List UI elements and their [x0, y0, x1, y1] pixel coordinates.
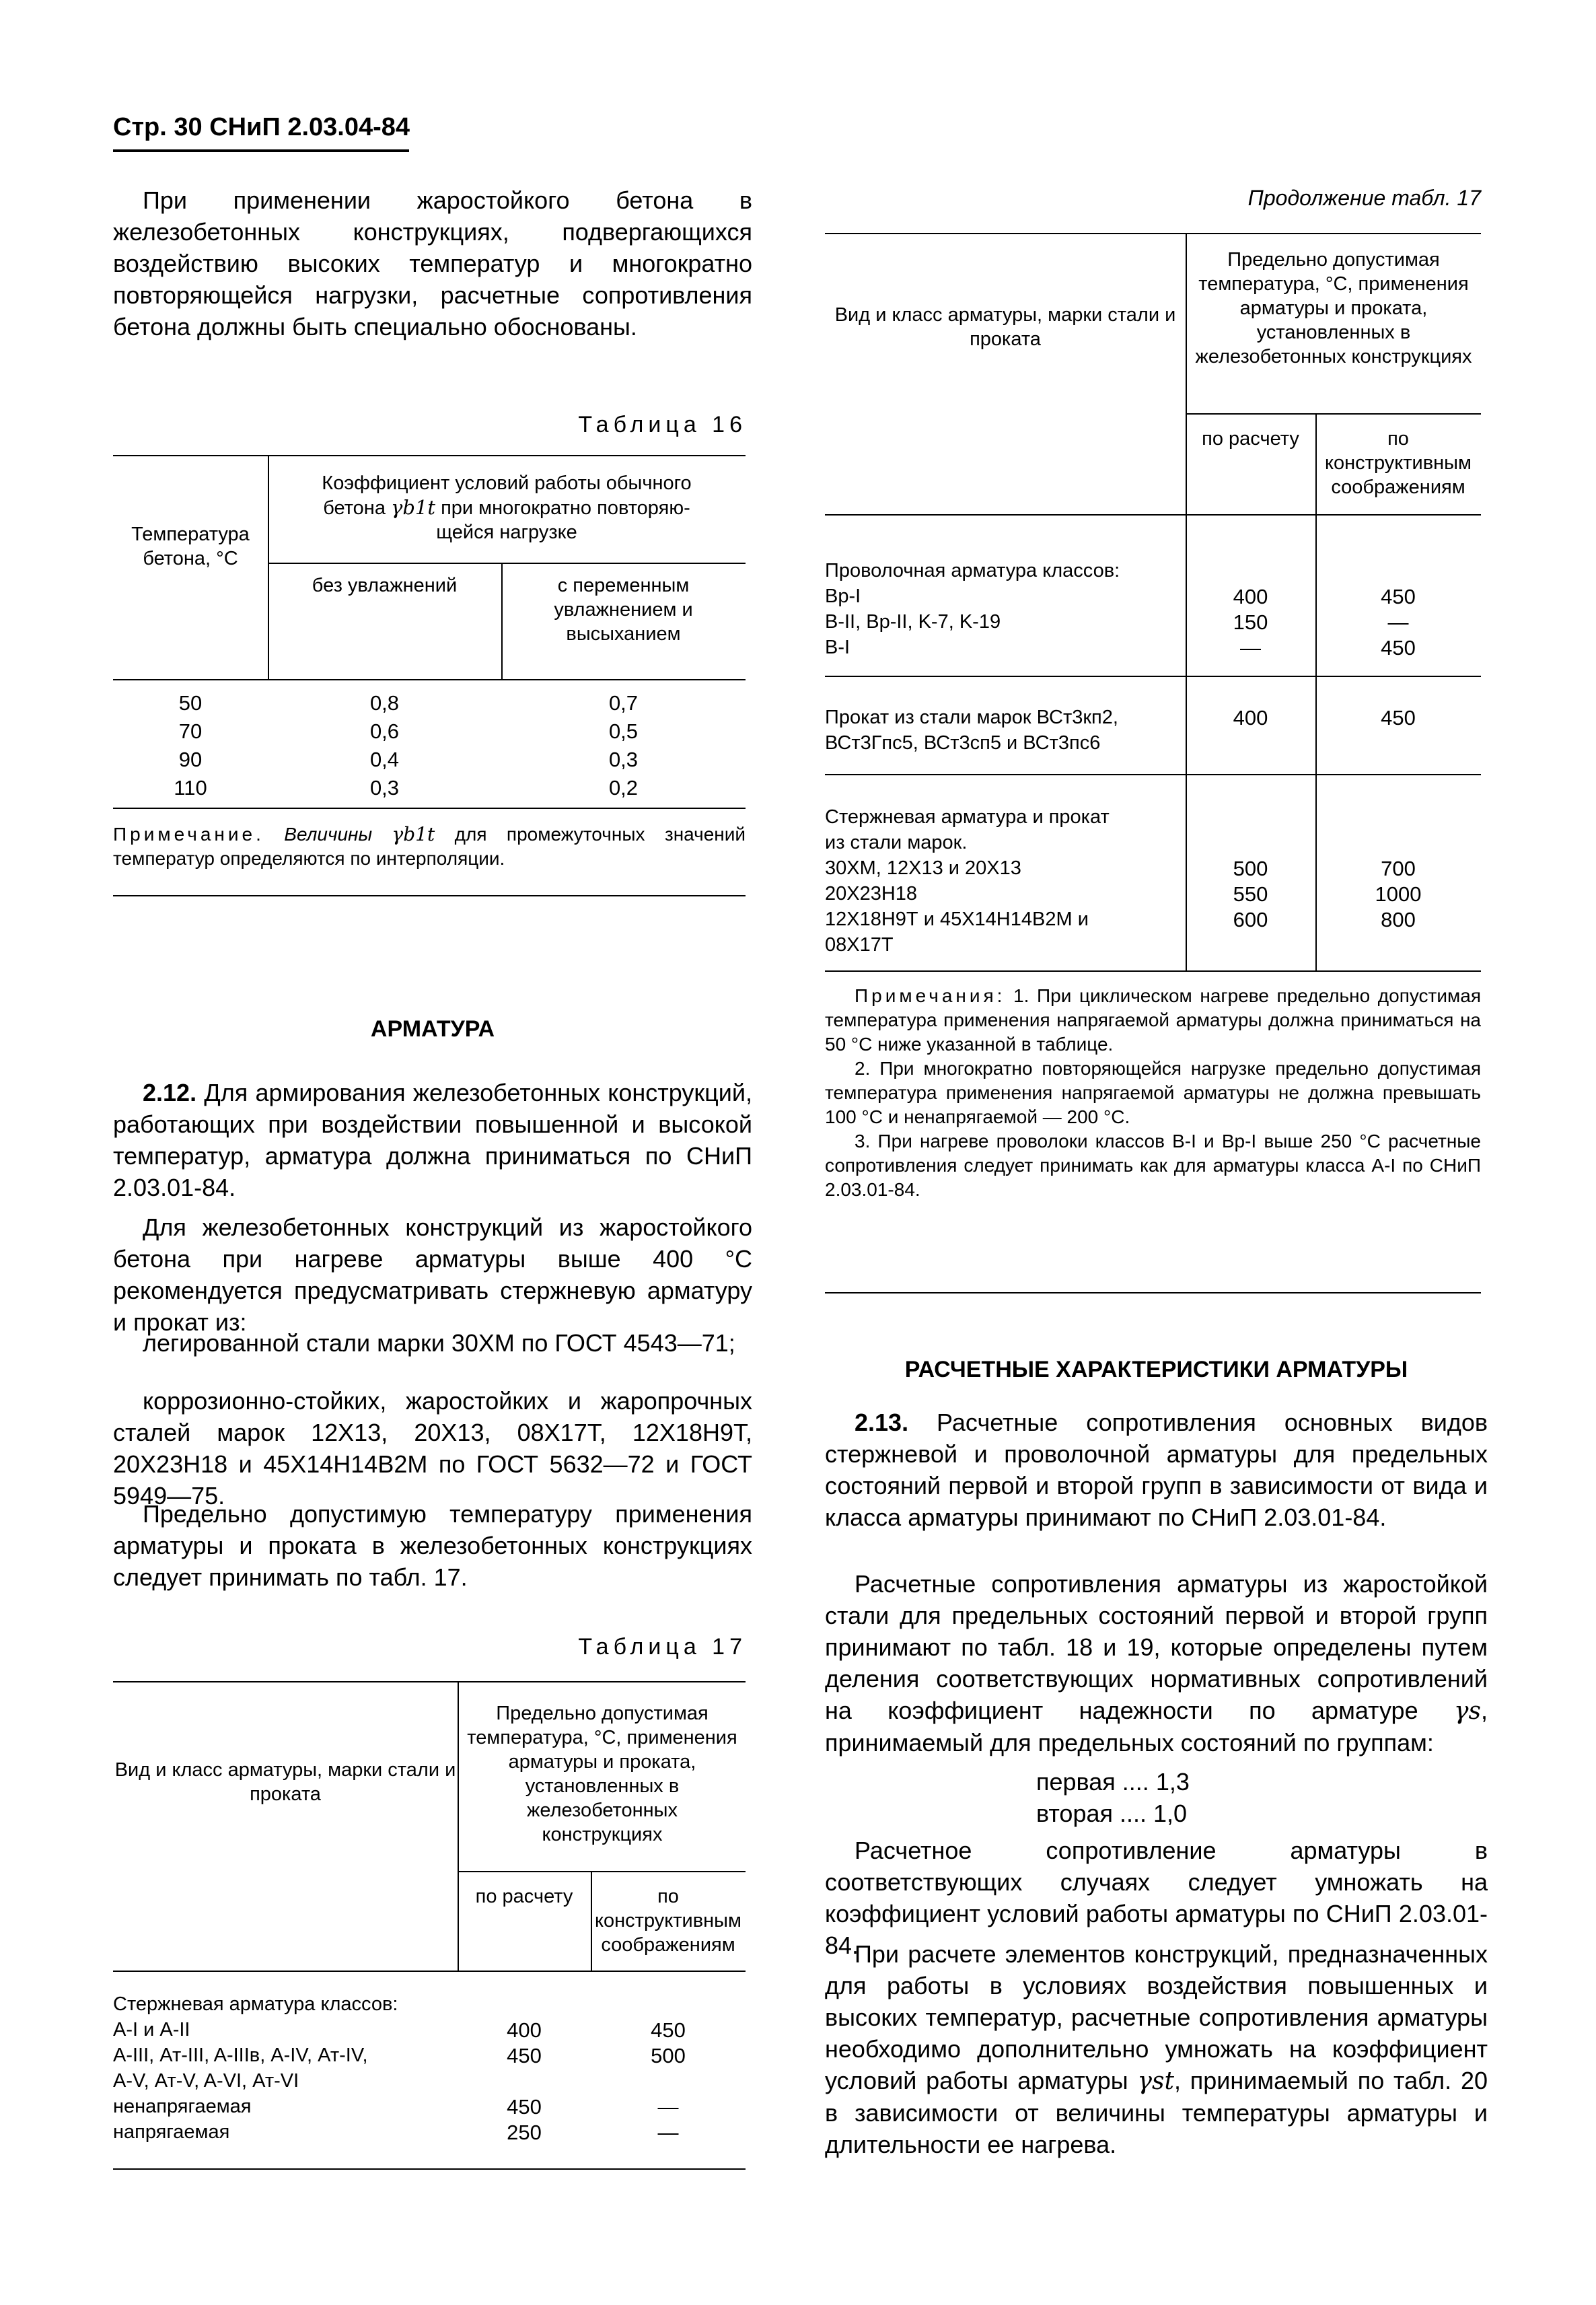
table16-mid-rule [268, 563, 746, 564]
table16-top-rule [113, 455, 746, 456]
table17-cell-a: 250 [507, 2121, 542, 2144]
paragraph-2-13b [825, 1568, 1488, 1759]
table16-cell-b: 0,3 [608, 748, 639, 771]
table17-continuation-caption: Продолжение табл. 17 [1247, 186, 1481, 210]
paragraph-2-13c: Расчетное сопротивление арматуры в соответствующих случаях следует умножать на коэффициент условий работы арматуры по СНиП 2.03.01-84. [825, 1837, 1488, 1959]
table16-sub1: без увлажнений [312, 575, 458, 596]
table17c-col1-header: Вид и класс арматуры, марки стали и проката [834, 304, 1176, 350]
table17-row-label: A-V, Ат-V, A-VI, Ат-VI [113, 2070, 299, 2092]
table16-note-post: для промежуточных значений температур определяются по интерполяции. [113, 824, 746, 869]
left-section-rule [113, 895, 746, 896]
paragraph-2-12c: легированной стали марки 30ХМ по ГОСТ 4543—71; [143, 1329, 735, 1357]
table17c-row-label: Вр-I [825, 586, 861, 607]
table17c-mid-rule [1186, 413, 1481, 415]
table17c-row-label: B-II, Вр-II, K-7, K-19 [825, 611, 1001, 633]
table16-cell-a: 0,3 [369, 776, 400, 800]
table16-sub2: с переменным увлажнением и высыханием [554, 575, 693, 645]
table17-cell-a: 450 [507, 2044, 542, 2067]
table17c-cell-b: 450 [1381, 636, 1416, 660]
table17-header-rule [113, 1971, 746, 1972]
table16-caption: Таблица 16 [578, 412, 747, 437]
table16-cell-a: 0,6 [369, 719, 400, 743]
paragraph-2-13d-pre: При расчете элементов конструкций, предназначенных для работы в условиях воздействия повышенных и высоких температур, расчетные сопротивления арматуры необходимо дополнительно умножать на коэффициент условий работы арматуры [825, 1940, 1488, 2094]
table16-cell-temp: 110 [174, 776, 207, 800]
intro-paragraph: При применении жаростойкого бетона в железобетонных конструкциях, подвергающихся воздействию высоких температур и многократно повторяющейся нагрузки, расчетные сопротивления бетона должны быть специально обоснованы. [113, 186, 752, 341]
paragraph-2-13 [825, 1407, 1488, 1533]
paragraph-2-13-number: 2.13. [855, 1409, 909, 1436]
table16-col1-header: Температура бетона, °С [131, 524, 250, 569]
table17-cell-b: 500 [651, 2044, 686, 2067]
table17-bottom-rule [113, 2168, 746, 2170]
paragraph-2-12-text: Для армирования железобетонных конструкций, работающих при воздействии повышенной и высокой температур, арматура должна приниматься по СНиП 2.03.01-84. [113, 1079, 752, 1201]
table16-group-header-line2 [268, 495, 746, 520]
table17-cell-a: 450 [507, 2095, 542, 2119]
table17c-row-label: 08Х17Т [825, 934, 894, 956]
table17-row-label: напрягаемая [113, 2121, 230, 2143]
paragraph-2-12 [113, 1077, 752, 1203]
table16-cell-temp: 50 [178, 691, 203, 715]
table17c-bottom-rule [825, 970, 1481, 972]
paragraph-2-13d [825, 1938, 1488, 2160]
table16-cell-b: 0,7 [608, 691, 639, 715]
table17c-cell-a: 600 [1233, 908, 1268, 931]
table16-note-symbol: γb1t [392, 823, 435, 845]
table17-col1-header: Вид и класс арматуры, марки стали и проката [114, 1759, 456, 1805]
table17-sub1: по расчету [475, 1886, 573, 1907]
table17c-sub1: по расчету [1202, 428, 1299, 450]
table16-group-header-line1: Коэффициент условий работы обычного [322, 472, 692, 494]
gamma-s-symbol: γs [1453, 1697, 1481, 1725]
table17c-cell-a: 150 [1233, 610, 1268, 634]
table17c-row-label: 30ХМ, 12Х13 и 20Х13 [825, 857, 1021, 879]
paragraph-2-12b: Для железобетонных конструкций из жаростойкого бетона при нагреве арматуры выше 400 °С рекомендуется предусматривать стержневую арматуру и прокат из: [113, 1213, 752, 1336]
table16-cell-a: 0,4 [369, 748, 400, 771]
table17-cell-b: — [657, 2121, 679, 2144]
table17c-cell-b: 700 [1381, 857, 1416, 880]
table17-caption: Таблица 17 [578, 1634, 747, 1660]
group-second-label: вторая .... [1036, 1800, 1147, 1827]
table17-group-header: Предельно допустимая температура, °С, применения арматуры и проката, установленных в железобетонных конструкциях [467, 1703, 737, 1845]
table16-cell-temp: 70 [178, 719, 203, 743]
paragraph-2-12e: Предельно допустимую температуру применения арматуры и проката в железобетонных конструкциях следует принимать по табл. 17. [113, 1500, 752, 1591]
table17c-body-vline2 [1315, 514, 1317, 970]
table16-header-word: бетона [323, 497, 386, 519]
note-2: 2. При многократно повторяющейся нагрузке предельно допустимая температура применения напрягаемой арматуры не должна превышать 100 °С и ненапрягаемой — 200 °С. [825, 1058, 1481, 1127]
table16-bottom-rule [113, 808, 746, 809]
table17-row-label: Стержневая арматура классов: [113, 1993, 398, 2015]
table17c-cell-b: 800 [1381, 908, 1416, 931]
table17c-cell-b: 450 [1381, 706, 1416, 730]
table17c-cell-a: — [1240, 636, 1261, 660]
group-second-value: 1,0 [1153, 1800, 1188, 1827]
header-rule [113, 149, 409, 152]
table16-note [113, 822, 746, 871]
table17c-top-rule [825, 233, 1481, 234]
paragraph-2-13-text: Расчетные сопротивления основных видов стержневой и проволочной арматуры для предельных состояний первой и второй групп в зависимости от вида и класса арматуры принимают по СНиП 2.03.01-84. [825, 1409, 1488, 1531]
table17-sub2: по конструктивным соображениям [595, 1886, 741, 1956]
table17c-row-label: ВСт3Гпс5, ВСт3сп5 и ВСт3пс6 [825, 732, 1101, 754]
table17c-sub2: по конструктивным соображениям [1325, 428, 1472, 498]
table17c-group-header: Предельно допустимая температура, °С, применения арматуры и проката, установленных в железобетонных конструкциях [1195, 249, 1472, 367]
table16-cell-b: 0,2 [608, 776, 639, 800]
group-first-value: 1,3 [1155, 1768, 1190, 1796]
table17c-row-label: Проволочная арматура классов: [825, 560, 1120, 581]
table17c-vline [1186, 233, 1187, 514]
table16-header-rule [113, 679, 746, 680]
table16-group-header-line3: щейся нагрузке [436, 522, 577, 543]
table17-row-label: A-I и A-II [113, 2019, 190, 2041]
table17c-row-label: 20Х23Н18 [825, 883, 918, 905]
table17-cell-a: 400 [507, 2018, 542, 2042]
note-3: 3. При нагреве проволоки классов В-I и Вр-I выше 250 °С расчетные сопротивления следует принимать как для арматуры класса А-I по СНиП 2.03.01-84. [825, 1131, 1481, 1200]
table17-top-rule [113, 1681, 746, 1682]
group-second-row [1036, 1798, 1305, 1829]
section-heading-raschetnye: РАСЧЕТНЫЕ ХАРАКТЕРИСТИКИ АРМАТУРЫ [904, 1357, 1408, 1382]
table16-cell-b: 0,5 [608, 719, 639, 743]
right-section-rule [825, 1292, 1481, 1293]
table17c-cell-a: 550 [1233, 882, 1268, 906]
table17c-cell-b: 1000 [1375, 882, 1422, 906]
table17c-cell-a: 400 [1233, 585, 1268, 608]
paragraph-2-12d: коррозионно-стойких, жаростойких и жаропрочных сталей марок 12Х13, 20Х13, 08Х17Т, 12Х18Н9Т, 20Х23Н18 и 45Х14Н14В2М по ГОСТ 5632—72 и ГОСТ 5949—75. [113, 1387, 752, 1510]
table17c-cell-a: 500 [1233, 857, 1268, 880]
page-header: Стр. 30 СНиП 2.03.04-84 [113, 113, 410, 141]
table16-cell-a: 0,8 [369, 691, 400, 715]
note-1 [825, 984, 1481, 1057]
table17c-row-label: 12Х18Н9Т и 45Х14Н14В2М и [825, 909, 1089, 930]
table17-mid-rule [458, 1871, 746, 1872]
notes-label: Примечания: [855, 985, 1006, 1006]
table16-note-pre: Величины [284, 824, 373, 845]
group-first-label: первая .... [1036, 1768, 1149, 1796]
table17c-group-rule1 [825, 676, 1481, 677]
table17-vline [458, 1681, 459, 1971]
table17c-body-vline [1186, 514, 1187, 970]
table17-row-label: A-III, Ат-III, A-IIIв, A-IV, Ат-IV, [113, 2045, 368, 2066]
table16-note-label: Примечание. [113, 824, 264, 845]
table17c-row-label: Стержневая арматура и прокат [825, 806, 1110, 828]
table17-cell-b: 450 [651, 2018, 686, 2042]
table16-group-header [268, 471, 746, 544]
table16-symbol: γb1t [391, 496, 436, 519]
group-first-row [1036, 1766, 1305, 1798]
paragraph-2-13b-post: , принимаемый для предельных состояний по группам: [825, 1697, 1488, 1757]
table17c-cell-b: 450 [1381, 585, 1416, 608]
paragraph-2-13d-post: , принимаемый по табл. 20 в зависимости от величины температуры арматуры и длительности ее нагрева. [825, 2067, 1488, 2158]
gamma-st-symbol: γst [1137, 2067, 1174, 2095]
paragraph-2-13b-pre: Расчетные сопротивления арматуры из жаростойкой стали для предельных состояний первой и второй групп принимают по табл. 18 и 19, которые определены путем деления соответствующих нормативных сопротивлений на коэффициент надежности по арматуре [825, 1570, 1488, 1724]
note-1-text: 1. При циклическом нагреве предельно допустимая температура применения напрягаемой арматуры должна приниматься на 50 °С ниже указанной в таблице. [825, 985, 1481, 1055]
table17c-cell-a: 400 [1233, 706, 1268, 730]
paragraph-2-12-number: 2.12. [143, 1079, 197, 1106]
table16-header-tail: при многократно повторяю- [441, 497, 690, 519]
table17-notes [825, 984, 1481, 1202]
table17c-header-rule [825, 514, 1481, 516]
table17c-group-rule2 [825, 774, 1481, 775]
table17c-row-label: Прокат из стали марок ВСт3кп2, [825, 707, 1118, 728]
table17c-cell-b: — [1387, 610, 1409, 634]
table17c-row-label: B-I [825, 637, 850, 658]
table17-cell-b: — [657, 2095, 679, 2119]
table17-row-label: ненапрягаемая [113, 2096, 252, 2117]
section-heading-armatura: АРМАТУРА [370, 1016, 495, 1042]
table17c-row-label: из стали марок. [825, 832, 968, 853]
table16-cell-temp: 90 [178, 748, 203, 771]
